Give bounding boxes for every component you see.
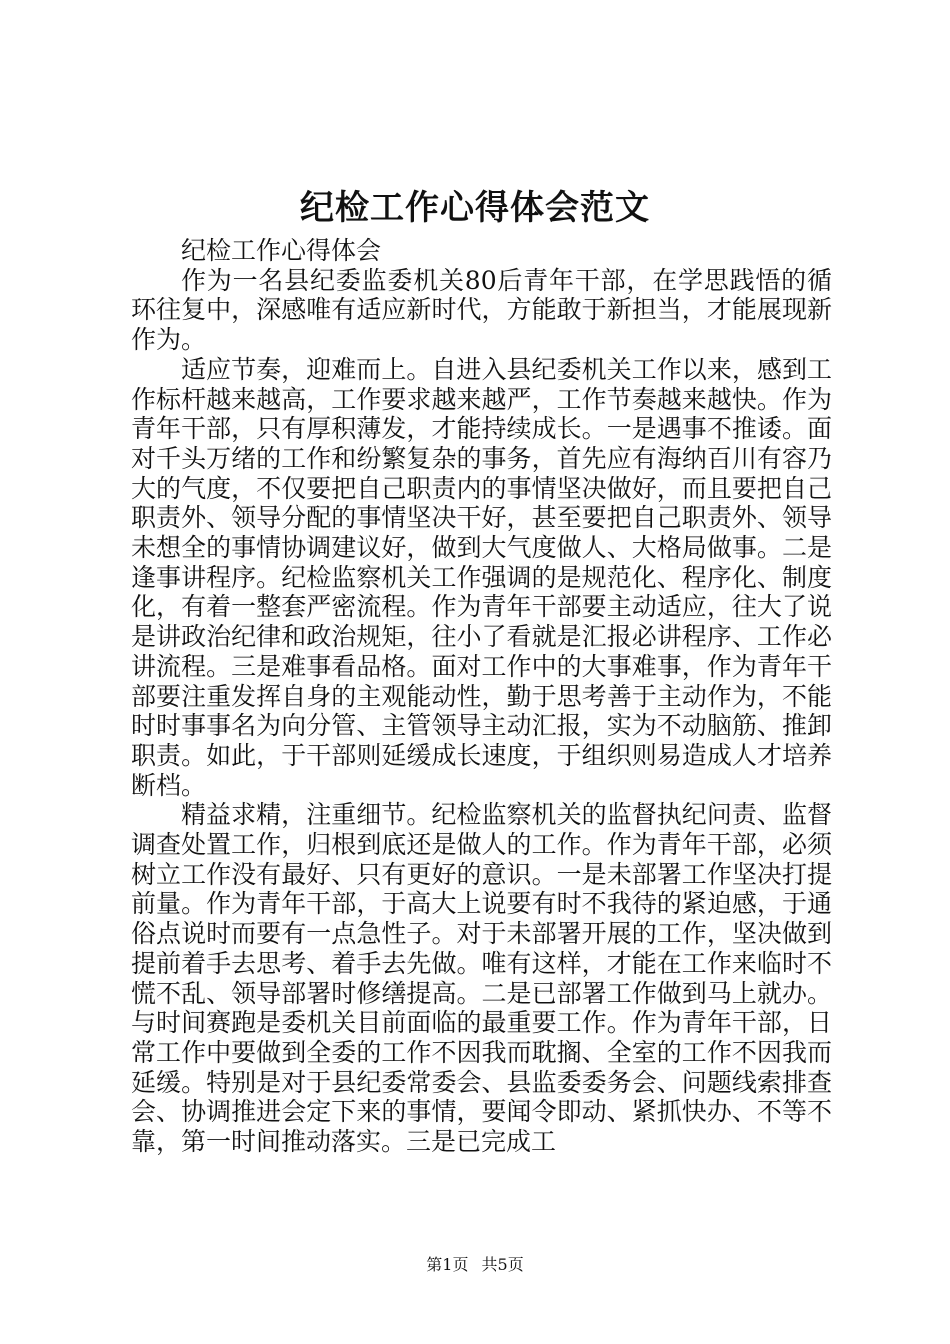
document-title: 纪检工作心得体会范文	[300, 188, 650, 228]
page-number: 第1页	[426, 1255, 469, 1274]
document-body	[131, 236, 832, 1157]
paragraph-subtitle: 纪检工作心得体会	[181, 236, 382, 265]
page-footer	[0, 1255, 950, 1275]
paragraph-adapt-rhythm: 适应节奏，迎难而上。自进入县纪委机关工作以来，感到工作标杆越来越高，工作要求越来越严，工作节奏越来越快。作为青年干部，只有厚积薄发，才能持续成长。一是遇事不推诿。面对千头万绪的工作和纷繁复杂的事务，首先应有海纳百川有容乃大的气度，不仅要把自己职责内的事情坚决做好，而且要把自己职责外、领导分配的事情坚决干好，甚至要把自己职责外、领导未想全的事情协调建议好，做到大气度做人、大格局做事。二是逢事讲程序。纪检监察机关工作强调的是规范化、程序化、制度化，有着一整套严密流程。作为青年干部要主动适应，往大了说是讲政治纪律和政治规矩，往小了看就是汇报必讲程序、工作必讲流程。三是难事看品格。面对工作中的大事难事，作为青年干部要注重发挥自身的主观能动性，勤于思考善于主动作为，不能时时事事名为向分管、主管领导主动汇报，实为不动脑筋、推卸职责。如此，于干部则延缓成长速度，于组织则易造成人才培养断档。	[131, 354, 832, 800]
paragraph-attention-detail: 精益求精，注重细节。纪检监察机关的监督执纪问责、监督调查处置工作，归根到底还是做人的工作。作为青年干部，必须树立工作没有最好、只有更好的意识。一是未部署工作坚决打提前量。作为青年干部，于高大上说要有时不我待的紧迫感，于通俗点说时而要有一点急性子。对于未部署开展的工作，坚决做到提前着手去思考、着手去先做。唯有这样，才能在工作来临时不慌不乱、领导部署时修缮提高。二是已部署工作做到马上就办。与时间赛跑是委机关目前面临的最重要工作。作为青年干部，日常工作中要做到全委的工作不因我而耽搁、全室的工作不因我而延缓。特别是对于县纪委常委会、县监委委务会、问题线索排查会、协调推进会定下来的事情，要闻令即动、紧抓快办、不等不靠，第一时间推动落实。三是已完成工	[131, 800, 832, 1157]
page-total: 共5页	[481, 1255, 524, 1274]
paragraph-intro: 作为一名县纪委监委机关80后青年干部，在学思践悟的循环往复中，深感唯有适应新时代，方能敢于新担当，才能展现新作为。	[131, 265, 832, 355]
